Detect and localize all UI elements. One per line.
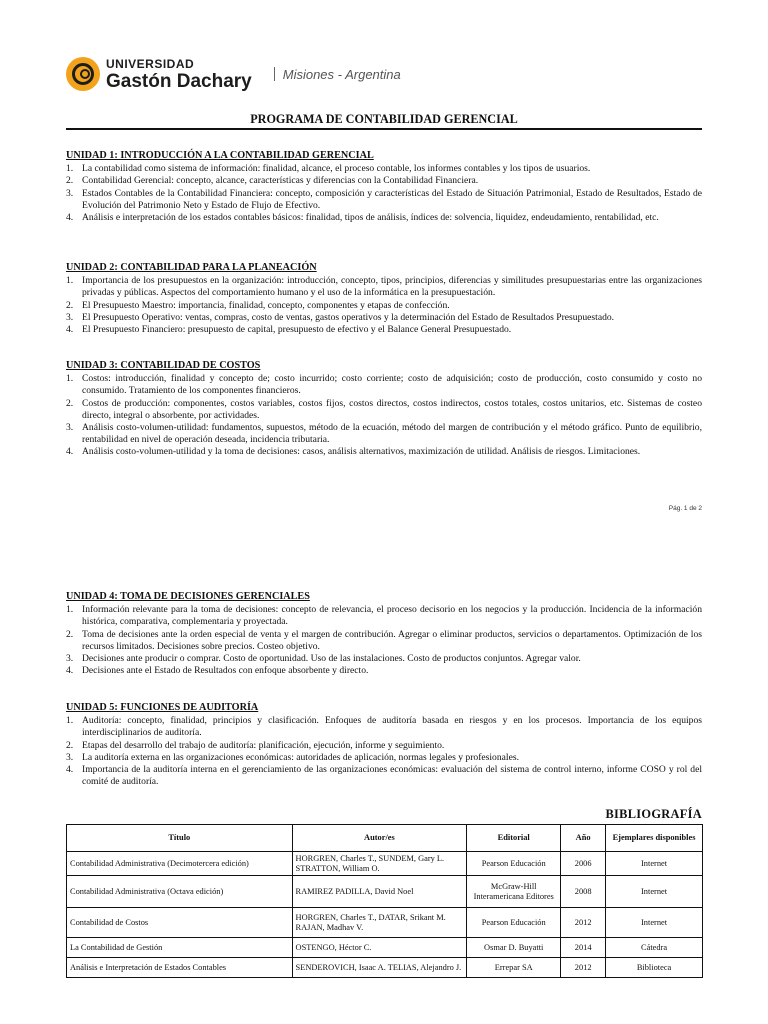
cell-author: SENDEROVICH, Isaac A. TELIAS, Alejandro J. bbox=[292, 958, 467, 978]
cell-title: Contabilidad Administrativa (Octava edición) bbox=[67, 876, 293, 908]
cell-title: Análisis e Interpretación de Estados Contables bbox=[67, 958, 293, 978]
list-item: 1. La contabilidad como sistema de información: finalidad, alcance, el proceso contable, los informes contables y los tipos de usuarios. bbox=[66, 163, 591, 175]
bibliography-table bbox=[66, 824, 703, 978]
program-title: PROGRAMA DE CONTABILIDAD GERENCIAL bbox=[250, 112, 518, 126]
cell-author: OSTENGO, Héctor C. bbox=[292, 938, 467, 958]
list-item: 3. Decisiones ante producir o comprar. Costo de oportunidad. Uso de las instalaciones. Costo de productos conjuntos. Agregar valor. bbox=[66, 653, 581, 665]
cell-year: 2006 bbox=[561, 852, 606, 876]
column-header-title: Título bbox=[67, 825, 293, 852]
cell-year: 2012 bbox=[561, 908, 606, 938]
cell-year: 2014 bbox=[561, 938, 606, 958]
column-header-copies: Ejemplares disponibles bbox=[606, 825, 703, 852]
cell-copies: Internet bbox=[606, 852, 703, 876]
unit-heading: UNIDAD 5: FUNCIONES DE AUDITORÍA bbox=[66, 702, 259, 713]
cell-copies: Biblioteca bbox=[606, 958, 703, 978]
cell-title: Contabilidad Administrativa (Decimotercera edición) bbox=[67, 852, 293, 876]
unit-2 bbox=[66, 262, 702, 336]
cell-publisher: McGraw-Hill Interamericana Editores bbox=[467, 876, 561, 908]
list-item: 4. Análisis costo-volumen-utilidad y la toma de decisiones: casos, análisis alternativos, maximización de utilidad. Análisis de riesgos. Limitaciones. bbox=[66, 446, 641, 458]
unit-heading: UNIDAD 4: TOMA DE DECISIONES GERENCIALES bbox=[66, 591, 310, 602]
cell-copies: Internet bbox=[606, 876, 703, 908]
table-row bbox=[67, 876, 703, 908]
list-item: 2. Etapas del desarrollo del trabajo de auditoría: planificación, ejecución, informe y seguimiento. bbox=[66, 739, 445, 751]
unit-1 bbox=[66, 150, 702, 224]
table-row bbox=[67, 938, 703, 958]
list-item: 1. Costos: introducción, finalidad y concepto de; costo incurrido; costo corriente; costo de adquisición; costo de producción, costo consumido y costo no consumido. Tratamiento de los componentes financieros. bbox=[66, 373, 702, 397]
header-separator bbox=[274, 67, 275, 81]
cell-title: La Contabilidad de Gestión bbox=[67, 938, 293, 958]
header-location: Misiones - Argentina bbox=[282, 66, 401, 82]
bibliography-title: BIBLIOGRAFÍA bbox=[605, 807, 702, 821]
table-row bbox=[67, 908, 703, 938]
table-row bbox=[67, 958, 703, 978]
cell-title: Contabilidad de Costos bbox=[67, 908, 293, 938]
list-item: 4. El Presupuesto Financiero: presupuesto de capital, presupuesto de efectivo y el Balance General Presupuestado. bbox=[66, 324, 512, 336]
logo-bottom-text: Gastón Dachary bbox=[106, 70, 252, 92]
cell-publisher: Osmar D. Buyatti bbox=[467, 938, 561, 958]
list-item: 1. Información relevante para la toma de decisiones: concepto de relevancia, el proceso decisorio en los negocios y la producción. Incidencia de la información histórica, comparativa, complementaria y proyectada. bbox=[66, 604, 702, 628]
list-item: 2. El Presupuesto Maestro: importancia, finalidad, concepto, componentes y etapas de confección. bbox=[66, 299, 450, 311]
list-item: 4. Decisiones ante el Estado de Resultados con enfoque absorbente y directo. bbox=[66, 665, 369, 677]
page-number: Pág. 1 de 2 bbox=[668, 505, 702, 512]
list-item: 3. Análisis costo-volumen-utilidad: fundamentos, supuestos, método de la ecuación, método del margen de contribución y el método gráfico. Punto de equilibrio, rentabilidad en nivel de operación deseada, incidencia tributaria. bbox=[66, 422, 702, 446]
title-rule bbox=[66, 128, 702, 130]
cell-author: HORGREN, Charles T., DATAR, Srikant M. RAJAN, Madhav V. bbox=[292, 908, 467, 938]
unit-heading: UNIDAD 2: CONTABILIDAD PARA LA PLANEACIÓN bbox=[66, 262, 317, 273]
list-item: 2. Contabilidad Gerencial: concepto, alcance, características y diferencias con la Contabilidad Financiera. bbox=[66, 175, 479, 187]
column-header-publisher: Editorial bbox=[467, 825, 561, 852]
university-logo-icon bbox=[66, 57, 100, 91]
list-item: 1. Importancia de los presupuestos en la organización: introducción, concepto, tipos, principios, diferencias y similitudes presupuestarias entre las organizaciones privadas y públicas. Aspectos del comportamiento humano y el uso de la informática en la presupuestación. bbox=[66, 275, 702, 299]
list-item: 4. Análisis e interpretación de los estados contables básicos: finalidad, tipos de análisis, índices de: solvencia, liquidez, endeudamiento, rentabilidad, etc. bbox=[66, 212, 659, 224]
column-header-author: Autor/es bbox=[292, 825, 467, 852]
unit-3 bbox=[66, 360, 702, 459]
university-header bbox=[66, 50, 401, 98]
list-item: 3. El Presupuesto Operativo: ventas, compras, costo de ventas, gastos operativos y la determinación del Estado de Resultados Presupuestado. bbox=[66, 311, 615, 323]
table-header-row bbox=[67, 825, 703, 852]
unit-5 bbox=[66, 702, 702, 788]
column-header-year: Año bbox=[561, 825, 606, 852]
list-item: 1. Auditoría: concepto, finalidad, principios y clasificación. Enfoques de auditoría basada en riesgos y en los procesos. Importancia de los equipos interdisciplinarios de auditoría. bbox=[66, 715, 702, 739]
list-item: 3. Estados Contables de la Contabilidad Financiera: concepto, composición y características del Estado de Situación Patrimonial, Estado de Resultados, Estado de Evolución del Patrimonio Neto y Estado de Flujo de Efectivo. bbox=[66, 187, 702, 211]
university-name bbox=[106, 58, 252, 91]
list-item: 4. Importancia de la auditoría interna en el gerenciamiento de las organizaciones económicas: evaluación del sistema de control interno, informe COSO y rol del comité de auditoría. bbox=[66, 764, 702, 788]
logo-top-text: UNIVERSIDAD bbox=[106, 56, 195, 71]
cell-publisher: Pearson Educación bbox=[467, 908, 561, 938]
unit-4 bbox=[66, 591, 702, 677]
cell-copies: Internet bbox=[606, 908, 703, 938]
cell-author: RAMIREZ PADILLA, David Noel bbox=[292, 876, 467, 908]
list-item: 3. La auditoría externa en las organizaciones económicas: autoridades de aplicación, normas legales y profesionales. bbox=[66, 751, 519, 763]
list-item: 2. Costos de producción: componentes, costos variables, costos fijos, costos directos, costos indirectos, costos totales, costos unitarios, etc. Sistemas de costeo directo, integral o absorbente, por actividades. bbox=[66, 397, 702, 421]
cell-author: HORGREN, Charles T., SUNDEM, Gary L. STRATTON, William O. bbox=[292, 852, 467, 876]
unit-heading: UNIDAD 3: CONTABILIDAD DE COSTOS bbox=[66, 360, 261, 371]
cell-copies: Cátedra bbox=[606, 938, 703, 958]
unit-heading: UNIDAD 1: INTRODUCCIÓN A LA CONTABILIDAD GERENCIAL bbox=[66, 150, 374, 161]
cell-publisher: Pearson Educación bbox=[467, 852, 561, 876]
cell-year: 2012 bbox=[561, 958, 606, 978]
cell-publisher: Errepar SA bbox=[467, 958, 561, 978]
table-row bbox=[67, 852, 703, 876]
list-item: 2. Toma de decisiones ante la orden especial de venta y el margen de contribución. Agregar o eliminar productos, servicios o departamentos. Optimización de los recursos limitados. Decisiones sobre precios. Costeo objetivo. bbox=[66, 628, 702, 652]
cell-year: 2008 bbox=[561, 876, 606, 908]
